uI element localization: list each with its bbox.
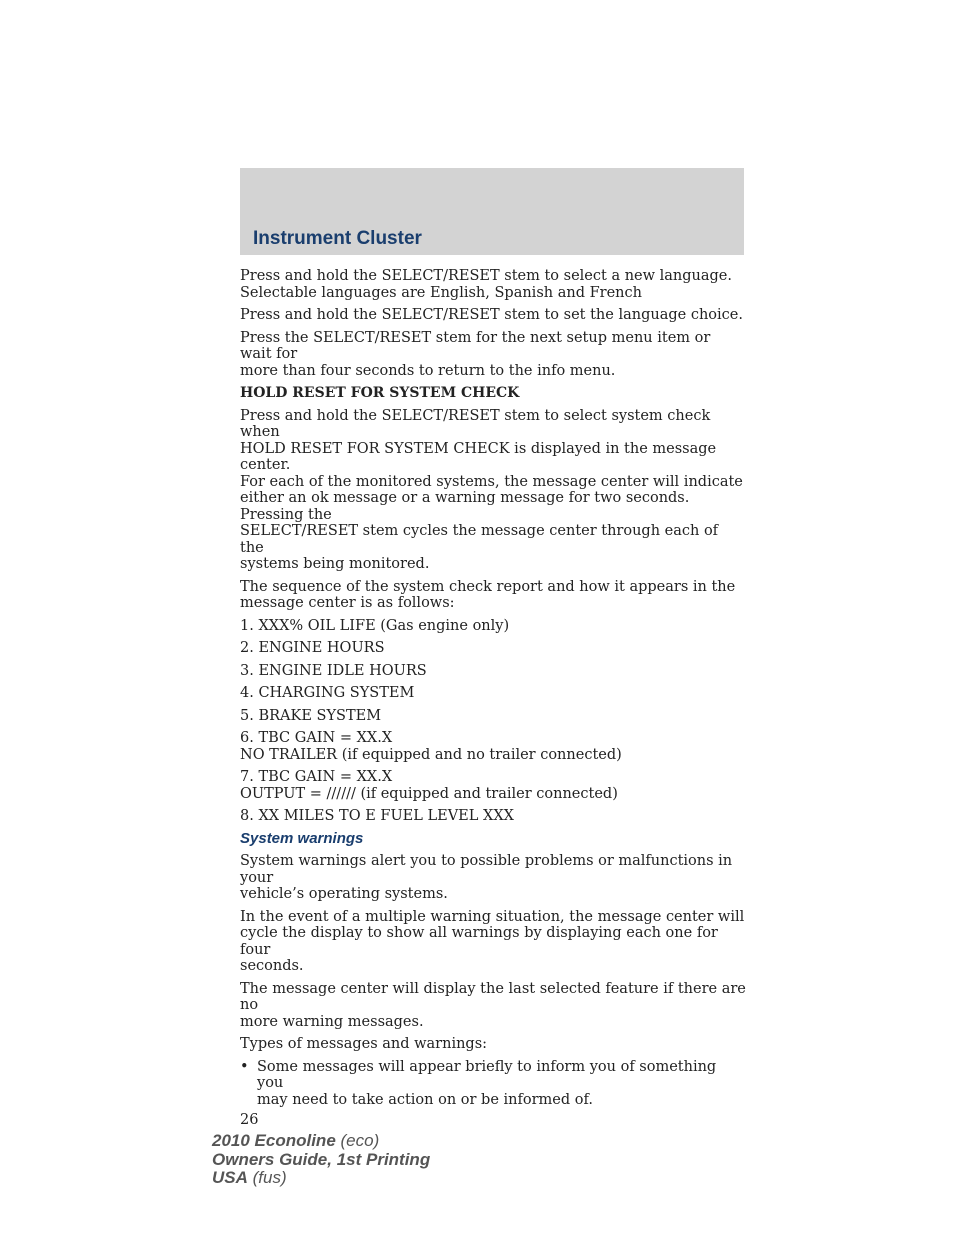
list-item: 4. CHARGING SYSTEM bbox=[240, 685, 415, 701]
subheading-system-warnings: System warnings bbox=[240, 829, 364, 847]
text-line: HOLD RESET FOR SYSTEM CHECK is displayed in the message center. bbox=[240, 440, 717, 473]
text-line: may need to take action on or be informed of. bbox=[257, 1091, 593, 1108]
paragraph-sequence bbox=[240, 579, 746, 612]
list-item: 5. BRAKE SYSTEM bbox=[240, 707, 382, 724]
list-item: 3. ENGINE IDLE HOURS bbox=[240, 662, 427, 679]
text-line: 7. TBC GAIN = XX.X bbox=[240, 769, 393, 785]
text-line: either an ok message or a warning message for two seconds. Pressing the bbox=[240, 490, 690, 523]
text-line: message center is as follows: bbox=[240, 595, 455, 611]
footer-model: 2010 Econoline bbox=[212, 1131, 336, 1150]
text-line: more than four seconds to return to the info menu. bbox=[240, 362, 616, 379]
text-line: 6. TBC GAIN = XX.X bbox=[240, 730, 393, 746]
paragraph-set-language: Press and hold the SELECT/RESET stem to set the language choice. bbox=[240, 307, 743, 323]
paragraph-system-check bbox=[240, 408, 746, 573]
text-line: Press and hold the SELECT/RESET stem to select system check when bbox=[240, 407, 711, 440]
text-line: In the event of a multiple warning situation, the message center will bbox=[240, 908, 745, 925]
footer-region: USA bbox=[212, 1168, 248, 1187]
list-item: 1. XXX% OIL LIFE (Gas engine only) bbox=[240, 617, 510, 634]
text-line: Press the SELECT/RESET stem for the next setup menu item or wait for bbox=[240, 329, 711, 362]
text-line: System warnings alert you to possible problems or malfunctions in your bbox=[240, 853, 733, 886]
text-line: more warning messages. bbox=[240, 1013, 424, 1030]
text-line: cycle the display to show all warnings by displaying each one for four bbox=[240, 925, 718, 958]
text-line: vehicle’s operating systems. bbox=[240, 886, 448, 902]
footer-guide: Owners Guide, 1st Printing bbox=[212, 1149, 431, 1169]
section-header-band bbox=[240, 168, 744, 255]
page-number: 26 bbox=[240, 1112, 259, 1128]
heading-system-check: HOLD RESET FOR SYSTEM CHECK bbox=[240, 385, 520, 401]
list-item bbox=[240, 730, 746, 763]
paragraph-next-setup bbox=[240, 330, 746, 380]
text-line: Press and hold the SELECT/RESET stem to select a new language. bbox=[240, 268, 732, 284]
text-line: OUTPUT = ////// (if equipped and trailer connected) bbox=[240, 785, 618, 802]
text-line: The message center will display the last selected feature if there are no bbox=[240, 980, 746, 1013]
paragraph-warnings-alert bbox=[240, 853, 746, 903]
list-item: 8. XX MILES TO E FUEL LEVEL XXX bbox=[240, 808, 514, 824]
list-item bbox=[240, 769, 746, 802]
page-content bbox=[240, 268, 746, 1135]
text-line: seconds. bbox=[240, 958, 304, 974]
paragraph-types: Types of messages and warnings: bbox=[240, 1036, 488, 1052]
paragraph-last-feature bbox=[240, 981, 746, 1031]
text-line: The sequence of the system check report and how it appears in the bbox=[240, 578, 736, 595]
footer-model-code: (eco) bbox=[340, 1131, 380, 1150]
footer-line-region bbox=[212, 1169, 430, 1188]
footer-line-model bbox=[212, 1132, 430, 1151]
bullet-dot-icon: • bbox=[240, 1058, 249, 1075]
text-line: Selectable languages are English, Spanish and French bbox=[240, 284, 642, 301]
text-line: SELECT/RESET stem cycles the message center through each of the bbox=[240, 523, 719, 556]
text-line: NO TRAILER (if equipped and no trailer connected) bbox=[240, 746, 622, 763]
list-item: 2. ENGINE HOURS bbox=[240, 640, 385, 656]
footer-region-code: (fus) bbox=[252, 1168, 287, 1187]
paragraph-select-language bbox=[240, 268, 746, 301]
text-line: systems being monitored. bbox=[240, 556, 430, 572]
document-footer bbox=[212, 1132, 430, 1188]
section-title: Instrument Cluster bbox=[253, 228, 422, 249]
bullet-item bbox=[240, 1059, 746, 1109]
text-line: Some messages will appear briefly to inform you of something you bbox=[257, 1058, 717, 1091]
paragraph-multiple-warnings bbox=[240, 909, 746, 975]
text-line: For each of the monitored systems, the message center will indicate bbox=[240, 473, 743, 490]
